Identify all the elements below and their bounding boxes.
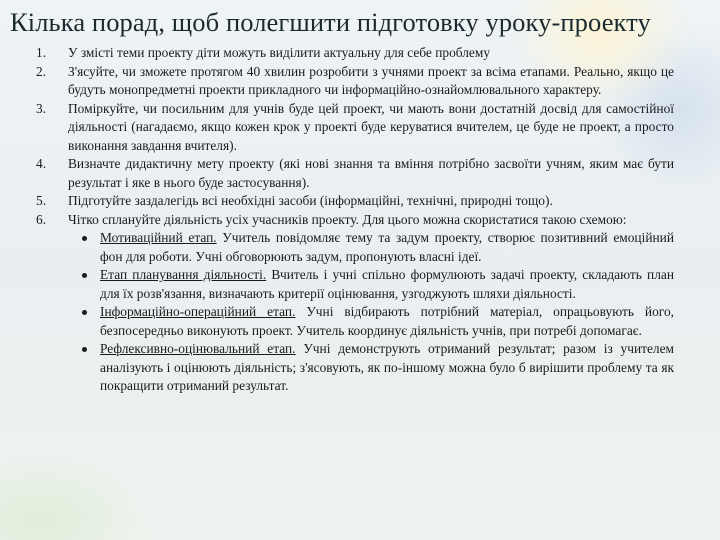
list-item (32, 211, 674, 396)
slide-title: Кілька порад, щоб полегшити підготовку уроку-проекту (10, 7, 651, 37)
bullet-icon (82, 347, 87, 352)
stage-item (68, 229, 674, 266)
item-text: Підготуйте заздалегідь всі необхідні засоби (інформаційні, технічні, природні тощо). (68, 193, 553, 208)
item-number: 1. (36, 45, 47, 60)
bullet-icon (82, 310, 87, 315)
stage-item (68, 340, 674, 396)
list-item (32, 44, 674, 63)
list-item (32, 155, 674, 192)
stage-text: Учні відбирають потрібний матеріал, опрацьовують його, безпосередньо виконують проект. Учитель координує діяльність учнів, при потребі допомагає. (100, 304, 674, 338)
list-item (32, 63, 674, 100)
item-text: Поміркуйте, чи посильним для учнів буде цей проект, чи мають вони достатній досвід для самостійної діяльності (нагадаємо, якщо кожен крок у проекті буде керуватися вчителем, це буде не проект, а просто виконання завдання вчителя). (68, 100, 674, 153)
item-number: 2. (36, 63, 47, 79)
item-number: 5. (36, 193, 47, 208)
item-text: З'ясуйте, чи зможете протягом 40 хвилин розробити з учнями проект за всіма етапами. Реально, якщо це будуть монопредметні проекти прикладного чи інформаційно-ознайомлювального характеру. (68, 63, 674, 97)
item-number: 4. (36, 156, 47, 171)
stage-label: Рефлексивно-оцінювальний етап. (100, 341, 296, 356)
stage-text: Вчитель і учні спільно формулюють задачі проекту, складають план для їх розв'язання, визначають критерії оцінювання, узгоджують шляхи діяльності. (100, 267, 674, 301)
stage-item (68, 303, 674, 340)
stage-label: Мотиваційний етап. (100, 230, 217, 245)
slide-content (32, 44, 674, 396)
list-item (32, 100, 674, 156)
stage-label: Інформаційно-операційний етап. (100, 304, 296, 319)
stage-label: Етап планування діяльності. (100, 267, 267, 282)
list-item (32, 192, 674, 211)
item-text: У змісті теми проекту діти можуть виділити актуальну для себе проблему (68, 45, 491, 60)
item-number: 3. (36, 100, 47, 116)
stages-list (68, 229, 674, 396)
bullet-icon (82, 273, 87, 278)
stage-text: Учні демонструють отриманий результат; разом із учителем аналізують і оцінюють діяльність; з'ясовують, як по-іншому можна було б вирішити проблему та як покращити отриманий результат. (100, 341, 675, 393)
bullet-icon (82, 236, 87, 241)
stage-item (68, 266, 674, 303)
tips-list (32, 44, 674, 396)
item-number: 6. (36, 211, 47, 227)
item-text: Чітко сплануйте діяльність усіх учасників проекту. Для цього можна скористатися такою схемою: (68, 211, 627, 227)
item-text: Визначте дидактичну мету проекту (які нові знання та вміння потрібно засвоїти учням, яким має бути результат і яке в нього буде застосування). (68, 156, 674, 190)
stage-text: Учитель повідомляє тему та задум проекту, створює позитивний емоційний фон для роботи. Учні обговорюють задум, пропонують власні ідеї. (100, 230, 674, 264)
